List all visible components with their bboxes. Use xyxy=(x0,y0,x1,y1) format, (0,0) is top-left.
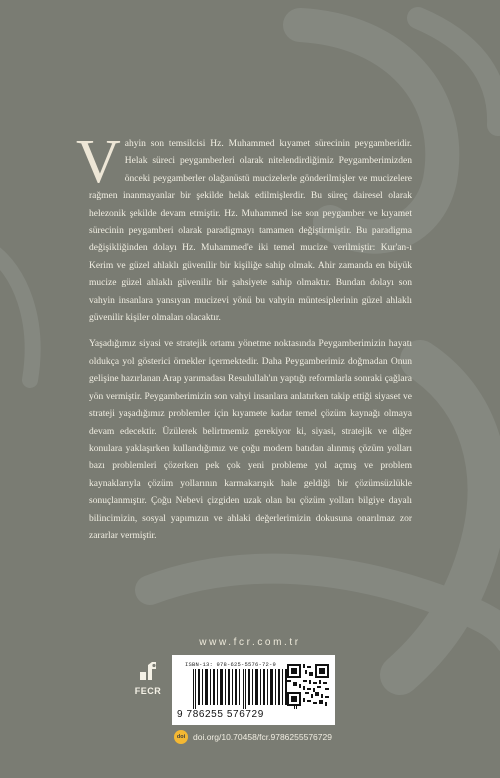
publisher-name: FECR xyxy=(134,686,162,696)
qr-code-icon xyxy=(287,664,329,706)
isbn-label: ISBN-13: 978-625-5576-72-9 xyxy=(185,661,277,668)
fecr-logo-icon xyxy=(136,660,158,682)
isbn-number: 9 786255 576729 xyxy=(177,709,264,720)
paragraph-1 xyxy=(76,128,412,327)
paragraph-1-text: ahyin son temsilcisi Hz. Muhammed kıyamet sürecinin peygamberidir. Helak süreci peygamberleri olarak nitelendirdiğimiz Peygamberimizden önceki peygamberler olağanüstü mucizelerle gönderilmişler ve mucizelere rağmen inanmayanlar bir şekilde helak edilmişlerdir. Bu süreç dairesel olarak helezonik şekilde devam etmiştir. Hz. Muhammed ise son peygamber ve kıyamet sürecinin peygamberi olarak paradigmayı tamamen değiştirmiştir. Bu paradigma değişikliğinden dolayı Hz. Muhammed'e iki temel mucize verilmiştir: Kur'an-ı Kerim ve güzel ahlaklı güvenilir bir kişiliğe sahip olmak. Ahir zamanda en büyük mucize güzel ahlaklı güvenilir bir şahsiyete sahip olmaktır. Bundan dolayı son vahyin insanlara yansıyan mucizevi yönü bu vahyin müntesiplerinin güzel ahlaklı güvenilir kişiler olmaları olacaktır. xyxy=(89,139,412,324)
back-cover-text xyxy=(76,128,412,554)
publisher-logo xyxy=(130,660,166,720)
drop-cap: V xyxy=(76,128,121,196)
publisher-website: www.fcr.com.tr xyxy=(199,637,301,648)
doi-icon: doi xyxy=(174,730,188,744)
doi-link[interactable]: doi.org/10.70458/fcr.9786255576729 xyxy=(193,732,332,742)
paragraph-2: Yaşadığımız siyasi ve stratejik ortamı yönetme noktasında Peygamberimizin hayatı oldukça yol gösterici örnekler içermektedir. Daha Peygamberimiz doğmadan Onun gelişine hazırlanan Arap yarımadası Resulullah'ın yaptığı reformlarla sonraki çağlara yön vermiştir. Peygamberimizin son vahyi insanlara anlatırken takip ettiği siyaset ve strateji yaşadığımız problemler için kıyamete kadar temel çözüm kaynağı olmaya devam edecektir. Üzülerek belirtmemiz gerekiyor ki, siyasi, stratejik ve diğer konulara yaklaşırken kullandığımız ve çoğu modern batıdan alınmış çözüm yolları bazı problemleri çözerken pek çok yeni probleme yol açmış ve problem kaynaklarıyla çözüm yollarının karmakarışık hale geldiği bir çözümsüzlükle sonuçlanmıştır. Çoğu Nebevi çizgiden uzak olan bu çözüm yolları bilgiye dayalı bilincimizin, sosyal yapımızın ve ahlaki değerlerimizin dokusuna onarılmaz zor zararlar vermiştir. xyxy=(89,339,412,541)
doi-line xyxy=(174,730,332,744)
barcode-icon xyxy=(193,669,297,709)
